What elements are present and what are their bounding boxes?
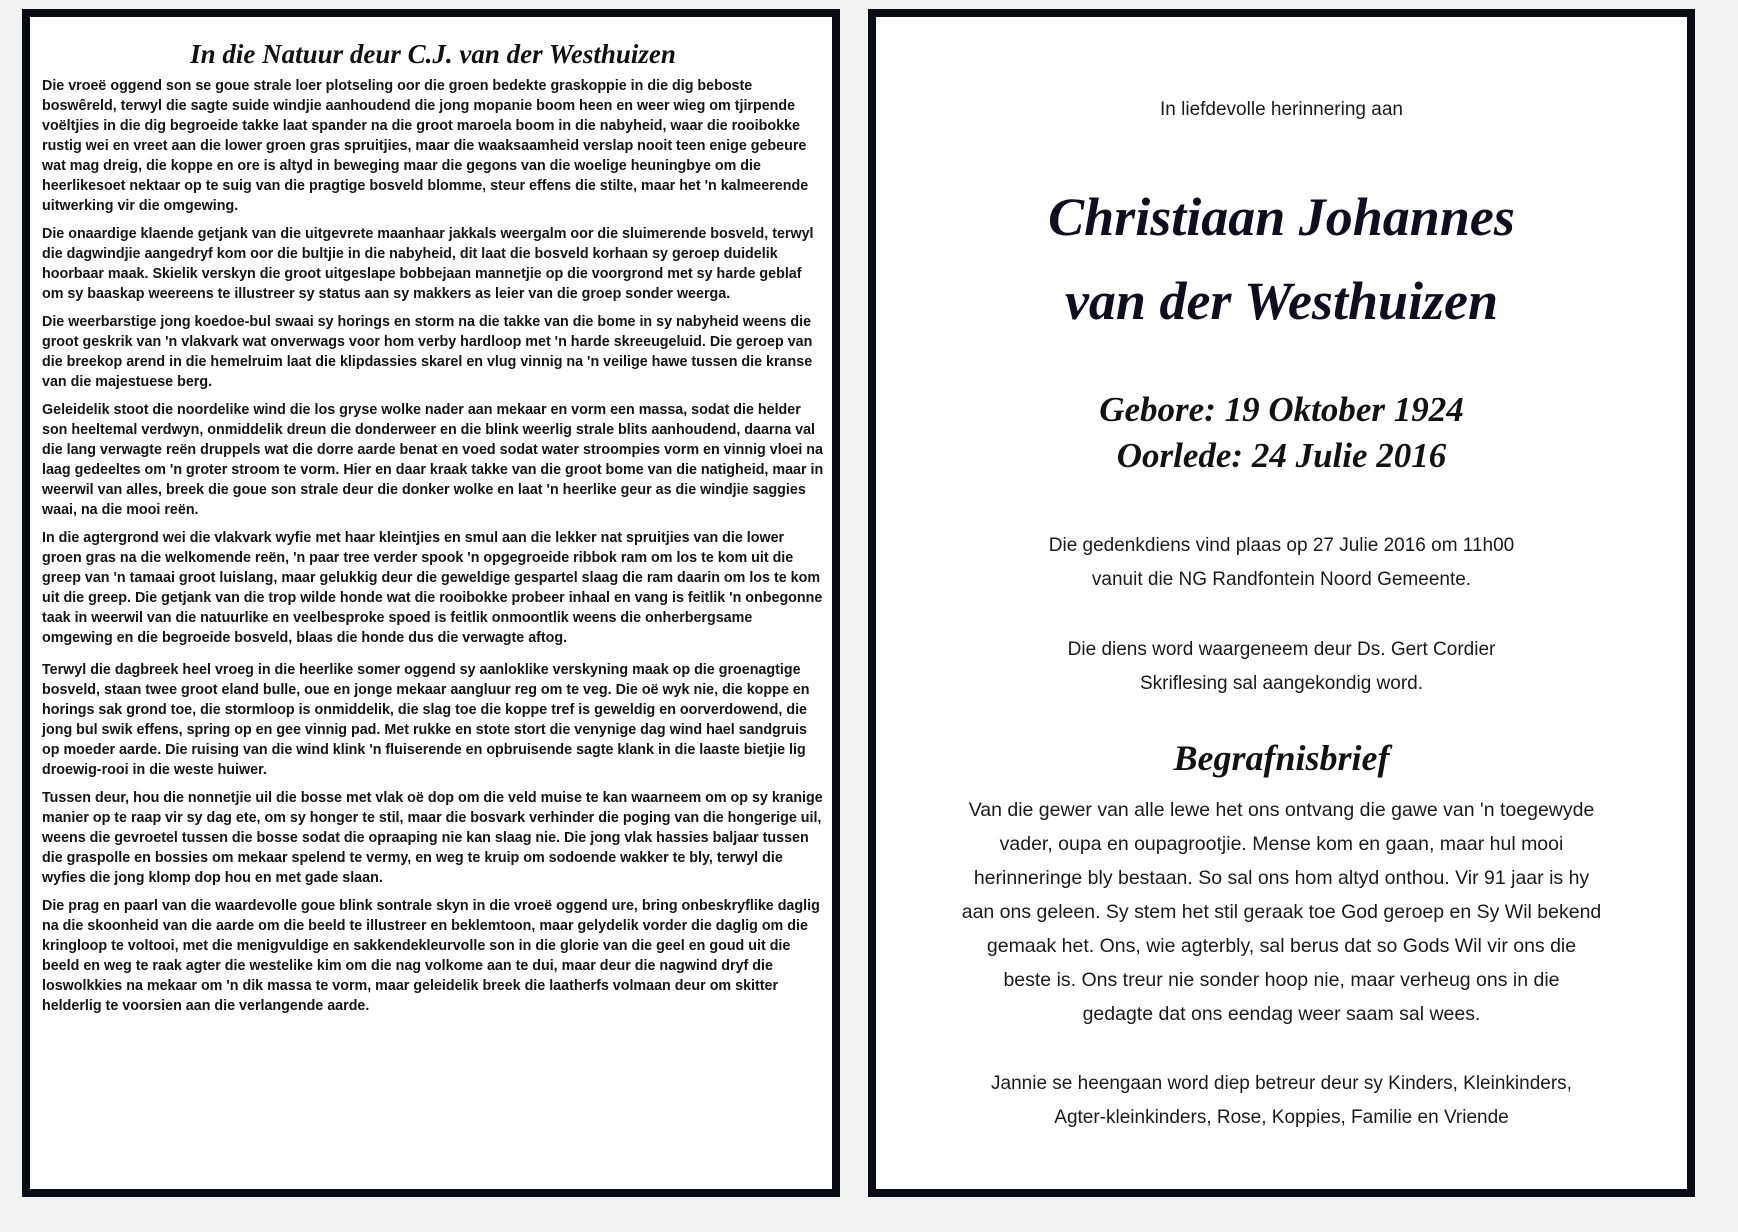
deceased-name-line-2: van der Westhuizen: [1064, 271, 1499, 331]
letter-line-7: gedagte dat ons eendag weer saam sal wees.: [1082, 1003, 1481, 1025]
birth-date: Gebore: 19 Oktober 1924: [1099, 390, 1464, 429]
service-details: [876, 529, 1687, 597]
mourners-line-2: Agter-kleinkinders, Rose, Koppies, Familie en Vriende: [1054, 1107, 1509, 1128]
poem-paragraph-5: In die agtergrond wei die vlakvark wyfie met haar kleintjies en smul aan die lekker nat spruitjies van die lower groen gras na die welkomende reën, 'n paar tree verder spook 'n opgegroeide ribbok ram om los te kom uit die greep van 'n tamaai groot luislang, maar gelukkig deur die geweldige gespartel slaag die ram daarin om los te kom uit die greep. Die getjank van die trop wilde honde wat die rooibokke probeer inhaal en vang is feitlik 'n onbegonne taak in weerwil van die natuurlike en veelbesproke spoed is feitlik onmoontlik weens die onherbergsame omgewing en die begroeide bosveld, blaas die honde dus die verwagte aftog.: [42, 530, 823, 646]
service-line-2: vanuit die NG Randfontein Noord Gemeente.: [1091, 569, 1472, 590]
letter-line-3: herinneringe bly bestaan. So sal ons hom altyd onthou. Vir 91 jaar is hy: [973, 867, 1590, 889]
poem-paragraph-6: Terwyl die dagbreek heel vroeg in die heerlike somer oggend sy aanloklike verskyning maak op die groenagtige bosveld, staan twee groot eland bulle, oue en jonge mekaar aangluur reg om te veg. Die oë wyk nie, die koppe en horings sak grond toe, die stormloop is onmiddelik, die slag toe die koppe tref is geweldig en oorverdowend, die jong bul swik effens, spring op en gee vinnig pad. Met rukke en stote stort die venynige dag wind hael sandgruis op moeder aarde. Die ruising van die wind klink 'n fluiserende en opbruisende sagte klank in die laaste bietjie lig droewig-rooi in die weste huiwer.: [42, 662, 810, 778]
letter-heading: Begrafnisbrief: [1173, 738, 1390, 778]
poem-paragraph-1: Die vroeë oggend son se goue strale loer plotseling oor die groen bedekte graskoppie in die dig beboste boswêreld, terwyl die sagte suide windjie aanhoudend die jong mopanie boom heen en weer wieg om tjirpende voëltjies in die dig begroeide takke laat spander na die groot maroela boom in die nabyheid, waar die rooibokke rustig wei en vreet aan die lower groen gras spruitjies, maar die waaksaamheid verslap nooit teen enige gebeure wat mag dreig, die koppe en ore is altyd in beweging maar die gegons van die woelige heuningbye om die heerlikesoet nektaar op te suig van die pragtige bosveld blomme, steur effens die stilte, maar het 'n kalmeerende uitwerking vir die omgewing.: [42, 78, 809, 214]
life-dates: [876, 387, 1687, 479]
letter-line-1: Van die gewer van alle lewe het ons ontvang die gawe van 'n toegewyde: [968, 799, 1595, 821]
poem-paragraph-3: Die weerbarstige jong koedoe-bul swaai sy horings en storm na die takke van die bome in sy nabyheid weens die groot geskrik van 'n vlakvark wat onverwags voor hom verby hardloop met 'n harde skreeugeluid. Die geroep van die breekop arend in die hemelruim laat die klipdassies skarel en vlug vinnig na 'n veilige hawe tussen die kranse van die majestuese berg.: [42, 314, 813, 390]
letter-line-5: gemaak het. Ons, wie agterbly, sal berus dat so Gods Wil vir ons die: [986, 935, 1577, 957]
memorial-intro: In liefdevolle herinnering aan: [1160, 99, 1403, 120]
poem-panel: [22, 9, 840, 1197]
letter-line-2: vader, oupa en oupagrootjie. Mense kom en gaan, maar hul mooi: [999, 833, 1564, 855]
funeral-letter: [916, 793, 1647, 1031]
mourners-note: [876, 1067, 1687, 1135]
letter-line-4: aan ons geleen. Sy stem het stil geraak toe God geroep en Sy Wil bekend: [961, 901, 1602, 923]
mourners-line-1: Jannie se heengaan word diep betreur deur sy Kinders, Kleinkinders,: [991, 1073, 1572, 1094]
service-line-1: Die gedenkdiens vind plaas op 27 Julie 2016 om 11h00: [1048, 535, 1515, 556]
letter-line-6: beste is. Ons treur nie sonder hoop nie, maar verheug ons in die: [1003, 969, 1560, 991]
poem-paragraph-4: Geleidelik stoot die noordelike wind die los gryse wolke nader aan mekaar en vorm een massa, sodat die helder son heeltemal verdwyn, onmiddelik dreun die donderweer en die blink weerlig strale blits aanhoudend, daarna val die lang verwagte reën druppels wat die dorre aarde benat en voed sodat water stroompies vorm en vinnig vloei na laag gedeeltes om 'n groter stroom te vorm. Hier en daar kraak takke van die groot bome van die natigheid, maar in weerwil van alles, breek die goue son strale deur die donker wolke en laat 'n heerlike geur as die windjie saggies waai, na die mooi reën.: [42, 402, 824, 518]
deceased-name-line-1: Christiaan Johannes: [1048, 187, 1515, 247]
memorial-panel: [868, 9, 1695, 1197]
poem-title: In die Natuur deur C.J. van der Westhuizen: [190, 39, 676, 69]
poem-paragraph-2: Die onaardige klaende getjank van die uitgevrete maanhaar jakkals weergalm oor die sluimerende bosveld, terwyl die dagwindjie aangedryf kom oor die bultjie in die nabyheid, dit laat die bosveld korhaan sy geroep duidelik hoorbaar maak. Skielik verskyn die groot uitgeslape bobbejaan mannetjie op die voorgrond met sy harde geblaf om sy baaskap weereens te illustreer sy status aan sy makkers as leier van die groep sonder weerga.: [42, 226, 814, 302]
officiant-line-2: Skriflesing sal aangekondig word.: [1139, 673, 1424, 694]
death-date: Oorlede: 24 Julie 2016: [1116, 436, 1447, 475]
poem-paragraph-7: Tussen deur, hou die nonnetjie uil die bosse met vlak oë dop om die veld muise te kan waarneem om op sy kranige manier op te raap vir sy dag ete, om sy honger te stil, maar die bosvark verhinder die poging van die hongerige uil, weens die gevroetel tussen die bosse sodat die opraaping nie kan slaag nie. Die jong vlak hassies baljaar tussen die graspolle en bossies om mekaar spelend te vermy, en weg te kruip om sodoende wakker te bly, terwyl die wyfies die jong klomp dop hou en met gade slaan.: [42, 790, 823, 886]
poem-paragraph-8: Die prag en paarl van die waardevolle goue blink sontrale skyn in die vroeë oggend ure, bring onbeskryflike daglig na die skoonheid van die aarde om die beeld te illustreer en beklemtoon, maar gelydelik vorder die daglig om die kringloop te voltooi, met die menigvuldige en sakkendekleurvolle son in die glorie van die geel en goud uit die beeld en weg te raak agter die westelike kim om die nag volkome aan te dui, maar deur die nagwind dryf die loswolkkies na mekaar om 'n dik massa te vorm, maar geleidelik breek die laatherfs volmaan deur om skitter helderlig te voorsien aan die verlangende aarde.: [42, 898, 820, 1014]
officiant-details: [876, 633, 1687, 701]
officiant-line-1: Die diens word waargeneem deur Ds. Gert Cordier: [1067, 639, 1496, 660]
deceased-name: [876, 175, 1687, 343]
